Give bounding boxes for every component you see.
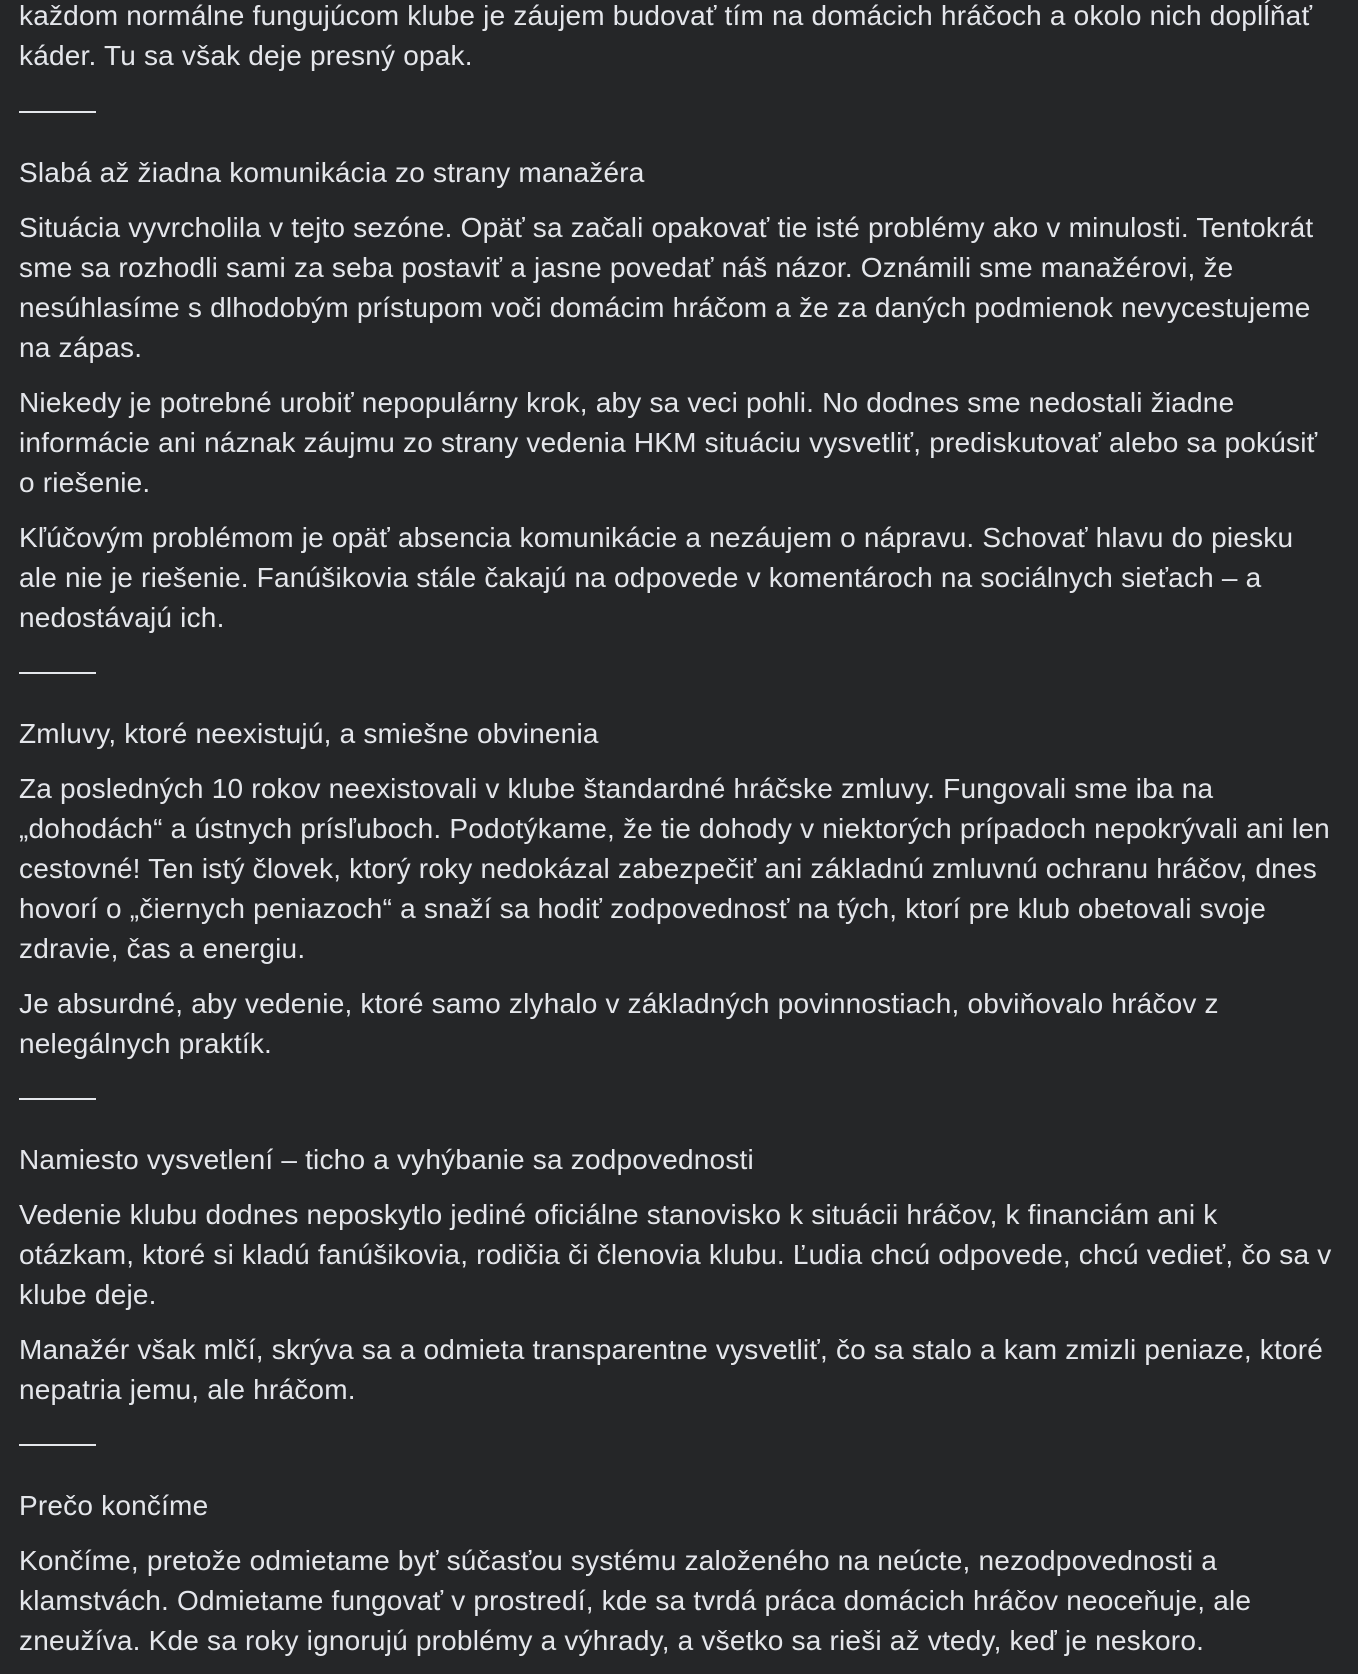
section-divider <box>19 1098 96 1100</box>
section-paragraph: Je absurdné, aby vedenie, ktoré samo zlyhalo v základných povinnostiach, obviňovalo hráčov z nelegálnych praktík. <box>19 988 1219 1059</box>
section-paragraph: Za posledných 10 rokov neexistovali v klube štandardné hráčske zmluvy. Fungovali sme iba na „dohodách“ a ústnych prísľuboch. Podotýkame, že tie dohody v niektorých prípadoch nepokrývali ani len cestovné! Ten istý človek, ktorý roky nedokázal zabezpečiť ani základnú zmluvnú ochranu hráčov, dnes hovorí o „čiernych peniazoch“ a snaží sa hodiť zodpovednosť na tých, ktorí pre klub obetovali svoje zdravie, čas a energiu. <box>19 773 1330 964</box>
section-heading: Slabá až žiadna komunikácia zo strany manažéra <box>19 157 645 188</box>
section-paragraph: Kľúčovým problémom je opäť absencia komunikácie a nezáujem o nápravu. Schovať hlavu do piesku ale nie je riešenie. Fanúšikovia stále čakajú na odpovede v komentároch na sociálnych sieťach – a nedostávajú ich. <box>19 522 1294 633</box>
section-heading: Namiesto vysvetlení – ticho a vyhýbanie sa zodpovednosti <box>19 1144 754 1175</box>
section-paragraph: Niekedy je potrebné urobiť nepopulárny krok, aby sa veci pohli. No dodnes sme nedostali žiadne informácie ani náznak záujmu zo strany vedenia HKM situáciu vysvetliť, prediskutovať alebo sa pokúsiť o riešenie. <box>19 387 1318 498</box>
intro-paragraph: každom normálne fungujúcom klube je záujem budovať tím na domácich hráčoch a okolo nich doplĺňať káder. Tu sa však deje presný opak. <box>19 0 1313 71</box>
section-paragraph: Vedenie klubu dodnes neposkytlo jediné oficiálne stanovisko k situácii hráčov, k financiám ani k otázkam, ktoré si kladú fanúšikovia, rodičia či členovia klubu. Ľudia chcú odpovede, chcú vedieť, čo sa v klube deje. <box>19 1199 1332 1310</box>
section-divider <box>19 672 96 674</box>
section-heading: Prečo končíme <box>19 1490 209 1521</box>
section-paragraph: Manažér však mlčí, skrýva sa a odmieta transparentne vysvetliť, čo sa stalo a kam zmizli peniaze, ktoré nepatria jemu, ale hráčom. <box>19 1334 1324 1405</box>
section-paragraph: Situácia vyvrcholila v tejto sezóne. Opäť sa začali opakovať tie isté problémy ako v minulosti. Tentokrát sme sa rozhodli sami za seba postaviť a jasne povedať náš názor. Oznámili sme manažérovi, že nesúhlasíme s dlhodobým prístupom voči domácim hráčom a že za daných podmienok nevycestujeme na zápas. <box>19 212 1314 363</box>
section-divider <box>19 111 96 113</box>
section-divider <box>19 1444 96 1446</box>
section-paragraph: Končíme, pretože odmietame byť súčasťou systému založeného na neúcte, nezodpovednosti a klamstvách. Odmietame fungovať v prostredí, kde sa tvrdá práca domácich hráčov neoceňuje, ale zneužíva. Kde sa roky ignorujú problémy a výhrady, a všetko sa rieši až vtedy, keď je neskoro. <box>19 1545 1252 1656</box>
section-heading: Zmluvy, ktoré neexistujú, a smiešne obvinenia <box>19 718 599 749</box>
